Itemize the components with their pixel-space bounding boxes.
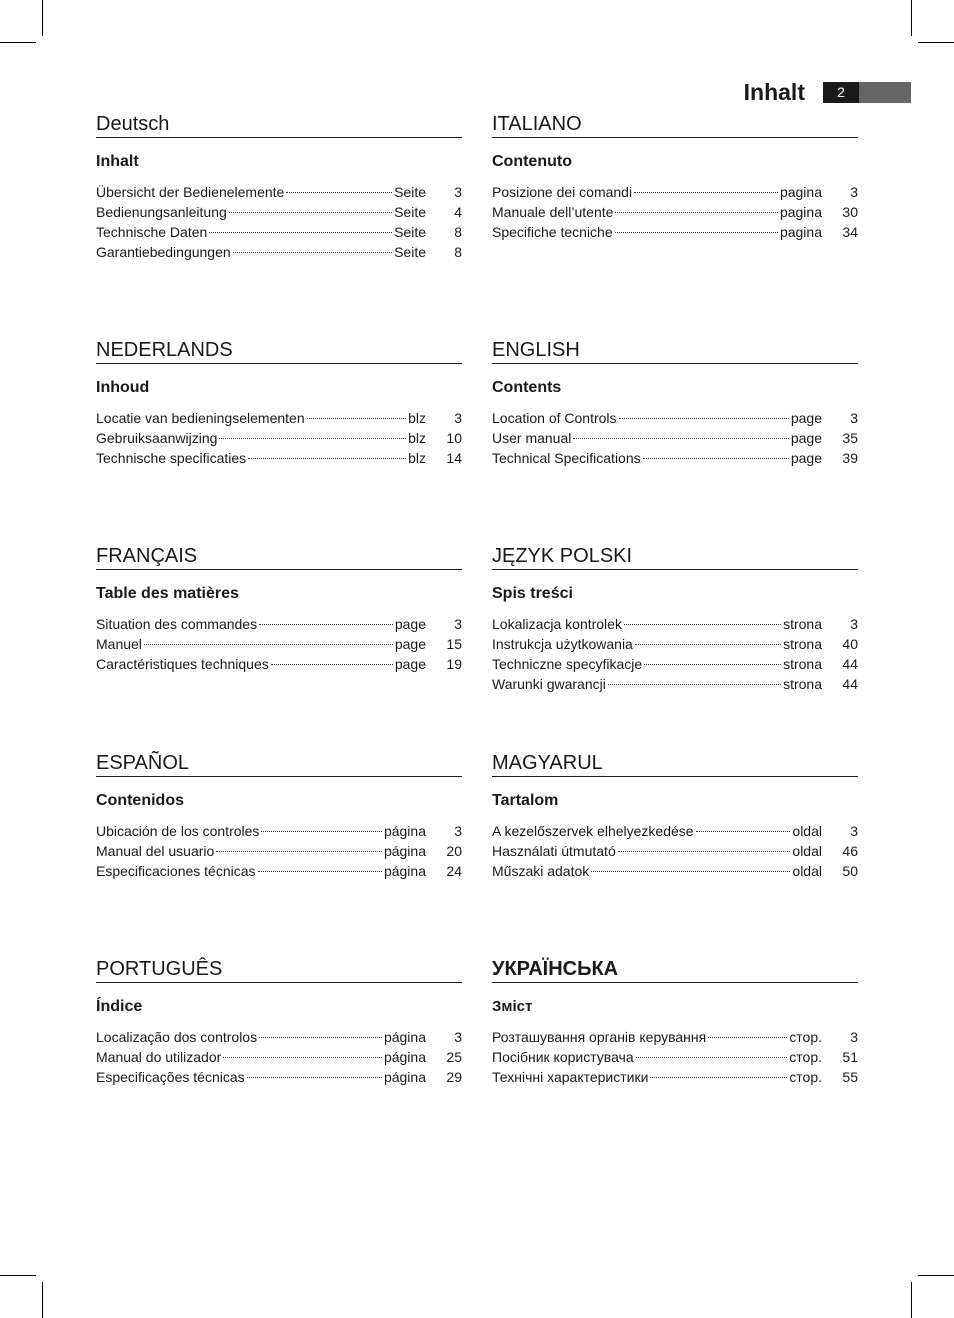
toc-page-number: 3	[850, 184, 858, 200]
toc-entry-title: Specifiche tecniche	[492, 224, 613, 240]
toc-entry	[96, 408, 462, 428]
section-title: FRANÇAIS	[96, 544, 462, 570]
toc-page-word: page	[394, 636, 426, 652]
section-english	[492, 338, 858, 468]
toc-page-number: 10	[446, 430, 462, 446]
section-subtitle: Inhalt	[96, 153, 139, 170]
dot-leader	[219, 438, 406, 439]
dot-leader	[591, 871, 790, 872]
toc-entry	[96, 614, 462, 634]
toc-page-word: Seite	[394, 204, 426, 220]
toc-entry-title: Посібник користувача	[492, 1049, 634, 1065]
toc-entry	[96, 1067, 462, 1087]
toc-entry	[96, 634, 462, 654]
section-espanol	[96, 751, 462, 881]
dot-leader	[615, 232, 778, 233]
dot-leader	[259, 624, 393, 625]
toc-page-number: 3	[850, 1029, 858, 1045]
toc-entry	[96, 428, 462, 448]
toc-entry-title: Techniczne specyfikacje	[492, 656, 643, 672]
section-subtitle: Índice	[96, 998, 143, 1015]
toc-entry-title: User manual	[492, 430, 572, 446]
crop-mark	[42, 0, 43, 36]
section-subtitle: Зміст	[492, 998, 533, 1015]
toc-page-number: 3	[454, 1029, 462, 1045]
toc-entry-title: Manual del usuario	[96, 843, 215, 859]
toc-page-word: pagina	[779, 204, 822, 220]
toc-list	[96, 614, 462, 674]
toc-page-word: Seite	[394, 244, 426, 260]
toc-page-word: page	[394, 656, 426, 672]
toc-page-word: blz	[408, 410, 426, 426]
toc-page-word: página	[383, 1029, 426, 1045]
dot-leader	[233, 252, 392, 253]
toc-entry-title: Locatie van bedieningselementen	[96, 410, 305, 426]
toc-page-number: 29	[446, 1069, 462, 1085]
dot-leader	[635, 644, 781, 645]
toc-page-word: pagina	[779, 224, 822, 240]
toc-page-word: page	[394, 616, 426, 632]
crop-mark	[42, 1282, 43, 1318]
toc-entry-title: Használati útmutató	[492, 843, 616, 859]
toc-page-word: oldal	[792, 863, 822, 879]
dot-leader	[573, 438, 788, 439]
toc-entry	[96, 242, 462, 262]
section-title: УКРАЇНСЬКА	[492, 957, 858, 983]
toc-page-number: 3	[850, 616, 858, 632]
toc-entry-title: Technische specificaties	[96, 450, 247, 466]
toc-page-number: 24	[446, 863, 462, 879]
toc-page-number: 40	[842, 636, 858, 652]
toc-page-word: strona	[783, 616, 822, 632]
toc-entry-title: Garantiebedingungen	[96, 244, 231, 260]
toc-entry	[96, 1047, 462, 1067]
toc-page-number: 8	[454, 244, 462, 260]
toc-entry-title: Instrukcja użytkowania	[492, 636, 633, 652]
toc-entry-title: Technical Specifications	[492, 450, 641, 466]
section-subtitle: Contenidos	[96, 792, 184, 809]
section-magyarul	[492, 751, 858, 881]
page-title: Inhalt	[743, 79, 805, 105]
dot-leader	[307, 418, 406, 419]
section-subtitle: Table des matières	[96, 585, 239, 602]
toc-page-word: Seite	[394, 224, 426, 240]
toc-entry-title: Műszaki adatok	[492, 863, 590, 879]
toc-page-word: стор.	[789, 1049, 822, 1065]
toc-page-word: página	[383, 1069, 426, 1085]
toc-page-number: 3	[850, 410, 858, 426]
toc-entry-title: Especificações técnicas	[96, 1069, 245, 1085]
toc-entry	[492, 1067, 858, 1087]
toc-page-number: 35	[842, 430, 858, 446]
dot-leader	[258, 871, 382, 872]
toc-entry	[96, 654, 462, 674]
dot-leader	[261, 831, 382, 832]
toc-entry-title: Übersicht der Bedienelemente	[96, 184, 285, 200]
dot-leader	[618, 851, 791, 852]
dot-leader	[271, 664, 393, 665]
toc-entry	[492, 1027, 858, 1047]
toc-page-word: page	[790, 430, 822, 446]
toc-entry	[492, 634, 858, 654]
section-title: ESPAÑOL	[96, 751, 462, 777]
toc-page-number: 3	[454, 823, 462, 839]
toc-entry-title: Situation des commandes	[96, 616, 258, 632]
dot-leader	[643, 458, 789, 459]
toc-list	[96, 182, 462, 262]
toc-entry	[96, 448, 462, 468]
dot-leader	[259, 1037, 382, 1038]
section-title: MAGYARUL	[492, 751, 858, 777]
toc-entry-title: Технічні характеристики	[492, 1069, 649, 1085]
toc-page-number: 3	[850, 823, 858, 839]
toc-entry	[492, 182, 858, 202]
toc-list	[492, 821, 858, 881]
toc-page-number: 50	[842, 863, 858, 879]
toc-page-number: 39	[842, 450, 858, 466]
toc-entry	[492, 428, 858, 448]
toc-entry-title: Caractéristiques techniques	[96, 656, 269, 672]
section-subtitle: Contents	[492, 379, 562, 396]
dot-leader	[286, 192, 392, 193]
toc-entry-title: Manuel	[96, 636, 142, 652]
page-number: 2	[823, 82, 859, 103]
toc-page-word: oldal	[792, 823, 822, 839]
toc-list	[492, 408, 858, 468]
dot-leader	[619, 418, 789, 419]
dot-leader	[209, 232, 392, 233]
dot-leader	[608, 684, 781, 685]
section-portugues	[96, 957, 462, 1087]
toc-page-number: 44	[842, 676, 858, 692]
toc-entry	[96, 202, 462, 222]
crop-mark	[911, 0, 912, 36]
toc-entry	[492, 654, 858, 674]
toc-page-word: стор.	[789, 1029, 822, 1045]
toc-entry	[96, 821, 462, 841]
toc-list	[96, 1027, 462, 1087]
section-title: Deutsch	[96, 112, 462, 138]
toc-page-word: strona	[783, 676, 822, 692]
dot-leader	[624, 624, 781, 625]
crop-mark	[0, 42, 36, 43]
section-title: NEDERLANDS	[96, 338, 462, 364]
section-subtitle: Spis treści	[492, 585, 573, 602]
toc-page-number: 14	[446, 450, 462, 466]
dot-leader	[708, 1037, 787, 1038]
toc-entry	[96, 182, 462, 202]
dot-leader	[247, 1077, 382, 1078]
toc-page-number: 55	[842, 1069, 858, 1085]
toc-page-number: 25	[446, 1049, 462, 1065]
page-header	[744, 80, 911, 104]
dot-leader	[634, 192, 778, 193]
dot-leader	[696, 831, 791, 832]
section-subtitle: Inhoud	[96, 379, 150, 396]
toc-page-number: 15	[446, 636, 462, 652]
toc-entry	[492, 674, 858, 694]
toc-page-word: página	[383, 843, 426, 859]
toc-page-number: 3	[454, 184, 462, 200]
toc-entry-title: Manuale dell’utente	[492, 204, 614, 220]
section-ukrainska	[492, 957, 858, 1087]
toc-list	[492, 1027, 858, 1087]
dot-leader	[644, 664, 781, 665]
toc-page-number: 46	[842, 843, 858, 859]
toc-entry	[96, 841, 462, 861]
toc-page-number: 20	[446, 843, 462, 859]
dot-leader	[216, 851, 382, 852]
toc-entry-title: Ubicación de los controles	[96, 823, 260, 839]
toc-page-number: 34	[842, 224, 858, 240]
section-italiano	[492, 112, 858, 242]
crop-mark	[918, 42, 954, 43]
section-title: JĘZYK POLSKI	[492, 544, 858, 570]
toc-page-word: página	[383, 1049, 426, 1065]
toc-page-number: 3	[454, 410, 462, 426]
toc-list	[492, 182, 858, 242]
crop-mark	[918, 1275, 954, 1276]
toc-entry-title: Location of Controls	[492, 410, 617, 426]
crop-mark	[911, 1282, 912, 1318]
toc-entry	[492, 841, 858, 861]
toc-page-number: 3	[454, 616, 462, 632]
toc-entry-title: Bedienungsanleitung	[96, 204, 227, 220]
toc-entry-title: Technische Daten	[96, 224, 208, 240]
toc-entry-title: Localização dos controlos	[96, 1029, 258, 1045]
toc-entry	[96, 861, 462, 881]
toc-page-word: strona	[783, 636, 822, 652]
section-title: ENGLISH	[492, 338, 858, 364]
toc-page-word: página	[383, 863, 426, 879]
crop-mark	[0, 1275, 36, 1276]
dot-leader	[615, 212, 778, 213]
toc-page-number: 19	[446, 656, 462, 672]
toc-entry	[492, 202, 858, 222]
dot-leader	[248, 458, 406, 459]
toc-page-number: 8	[454, 224, 462, 240]
toc-page-word: strona	[783, 656, 822, 672]
toc-page-word: page	[790, 450, 822, 466]
dot-leader	[223, 1057, 382, 1058]
dot-leader	[229, 212, 392, 213]
toc-entry	[492, 408, 858, 428]
toc-page-word: blz	[408, 450, 426, 466]
toc-entry	[492, 1047, 858, 1067]
toc-entry	[492, 861, 858, 881]
toc-entry-title: Warunki gwarancji	[492, 676, 606, 692]
section-title: ITALIANO	[492, 112, 858, 138]
toc-page-number: 4	[454, 204, 462, 220]
dot-leader	[650, 1077, 787, 1078]
toc-entry	[96, 222, 462, 242]
toc-entry-title: A kezelőszervek elhelyezkedése	[492, 823, 694, 839]
toc-entry	[492, 614, 858, 634]
section-subtitle: Tartalom	[492, 792, 559, 809]
toc-list	[492, 614, 858, 694]
toc-entry-title: Especificaciones técnicas	[96, 863, 256, 879]
toc-page-number: 44	[842, 656, 858, 672]
dot-leader	[144, 644, 393, 645]
toc-entry	[492, 448, 858, 468]
toc-page-word: oldal	[792, 843, 822, 859]
section-title: PORTUGUÊS	[96, 957, 462, 983]
section-polski	[492, 544, 858, 694]
toc-page-number: 30	[842, 204, 858, 220]
toc-page-word: blz	[408, 430, 426, 446]
toc-entry	[492, 821, 858, 841]
toc-entry-title: Lokalizacja kontrolek	[492, 616, 622, 632]
section-nederlands	[96, 338, 462, 468]
toc-entry	[96, 1027, 462, 1047]
dot-leader	[636, 1057, 788, 1058]
toc-entry-title: Posizione dei comandi	[492, 184, 633, 200]
toc-entry-title: Gebruiksaanwijzing	[96, 430, 218, 446]
section-deutsch	[96, 112, 462, 262]
toc-page-word: pagina	[779, 184, 822, 200]
section-francais	[96, 544, 462, 674]
toc-entry-title: Manual do utilizador	[96, 1049, 222, 1065]
section-subtitle: Contenuto	[492, 153, 572, 170]
toc-page-word: page	[790, 410, 822, 426]
toc-list	[96, 821, 462, 881]
toc-entry	[492, 222, 858, 242]
toc-page-word: página	[383, 823, 426, 839]
toc-list	[96, 408, 462, 468]
toc-entry-title: Розташування органів керування	[492, 1029, 707, 1045]
toc-page-word: стор.	[789, 1069, 822, 1085]
page-number-bar	[859, 82, 911, 103]
toc-page-word: Seite	[394, 184, 426, 200]
toc-page-number: 51	[842, 1049, 858, 1065]
